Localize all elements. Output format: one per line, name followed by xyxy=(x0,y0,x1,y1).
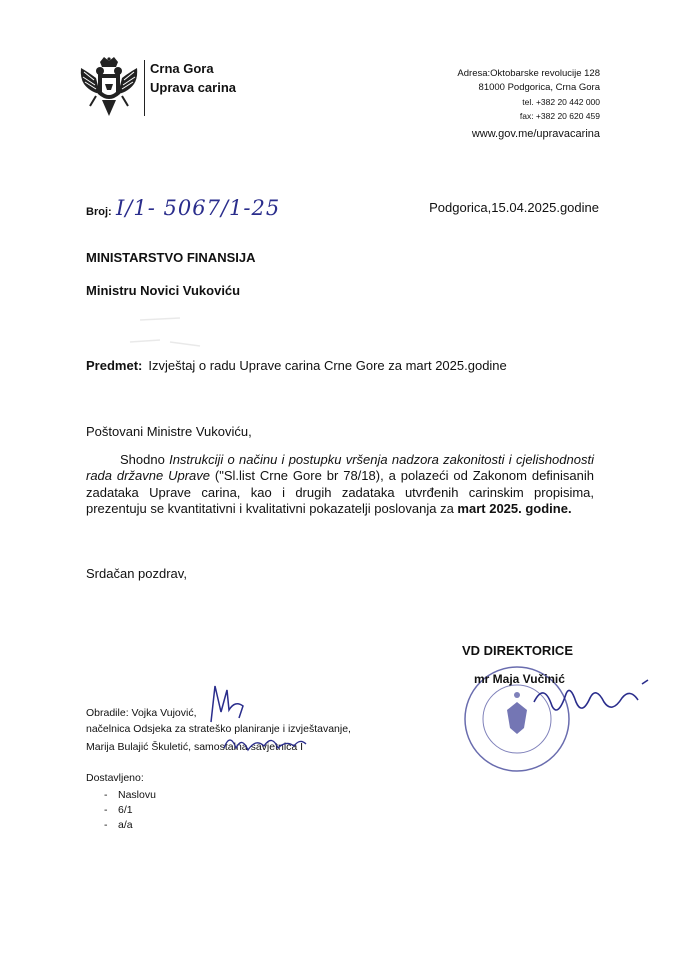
address-phone: tel. +382 20 442 000 xyxy=(522,97,600,107)
body-text-end: . xyxy=(567,501,572,517)
org-name-country: Crna Gora xyxy=(150,61,214,76)
list-item: - 6/1 xyxy=(104,804,133,816)
reference-label: Broj: xyxy=(86,206,112,218)
subject-label: Predmet: xyxy=(86,358,143,373)
org-name-agency: Uprava carina xyxy=(150,80,236,95)
place-date: Podgorica,15.04.2025.godine xyxy=(429,200,599,215)
prepared-by-line1: Obradile: Vojka Vujović, xyxy=(86,707,197,719)
distribution-item: 6/1 xyxy=(118,804,133,816)
reference-number-handwritten: I/1- 5067/1-25 xyxy=(116,196,281,220)
signatory-title: VD DIREKTORICE xyxy=(462,643,573,658)
initials-signature-icon xyxy=(203,682,249,726)
address-city: 81000 Podgorica, Crna Gora xyxy=(478,82,600,93)
distribution-list xyxy=(104,788,156,833)
coat-of-arms-icon xyxy=(78,56,140,120)
recipient-person: Ministru Novici Vukoviću xyxy=(86,283,241,298)
salutation: Poštovani Ministre Vukoviću, xyxy=(86,424,252,439)
subject-text: Izvještaj o radu Uprave carina Crne Gore za mart 2025.godine xyxy=(148,358,507,373)
signatory-name: mr Maja Vučinić xyxy=(474,672,565,686)
body-text-instruction-title: Instrukciji o načinu i postupku vršenja nadzora zakonitosti i cjelishodnosti rada državne Uprave xyxy=(86,452,594,484)
recipient-institution: MINISTARSTVO FINANSIJA xyxy=(86,250,256,265)
address-fax: fax: +382 20 620 459 xyxy=(519,111,600,121)
address-block xyxy=(457,67,600,143)
list-item: - Naslovu xyxy=(104,789,156,801)
body-paragraph xyxy=(86,452,594,518)
body-text-period: mart 2025. godine xyxy=(457,501,568,517)
prepared-by-line3: Marija Bulajić Škuletić, samostalna savjetnica I xyxy=(86,741,304,753)
distribution-label: Dostavljeno: xyxy=(86,772,144,784)
closing: Srdačan pozdrav, xyxy=(86,566,187,581)
second-signature-icon xyxy=(220,728,310,758)
body-text-c: ("Sl.list Crne Gore br 78/18), a polazeći od Zakonom definisanih zadataka Uprave carina, kao i drugih zadataka utvrđenih carinskim propisima, prezentuju se kvantitativni i kvalitativni pokazatelji poslovanja za xyxy=(86,468,594,517)
subject-line xyxy=(86,358,507,373)
faint-received-stamp-icon xyxy=(120,312,210,362)
address-website: www.gov.me/upravacarina xyxy=(471,128,600,140)
address-street: Adresa:Oktobarske revolucije 128 xyxy=(457,68,600,79)
list-item: - a/a xyxy=(104,819,133,831)
handwritten-signature-icon xyxy=(530,672,660,728)
distribution-item: Naslovu xyxy=(118,789,156,801)
distribution-item: a/a xyxy=(118,819,133,831)
header-divider xyxy=(144,60,145,116)
body-text-a: Shodno xyxy=(120,452,170,467)
prepared-by-line2: načelnica Odsjeka za strateško planiranje i izvještavanje, xyxy=(86,723,351,735)
